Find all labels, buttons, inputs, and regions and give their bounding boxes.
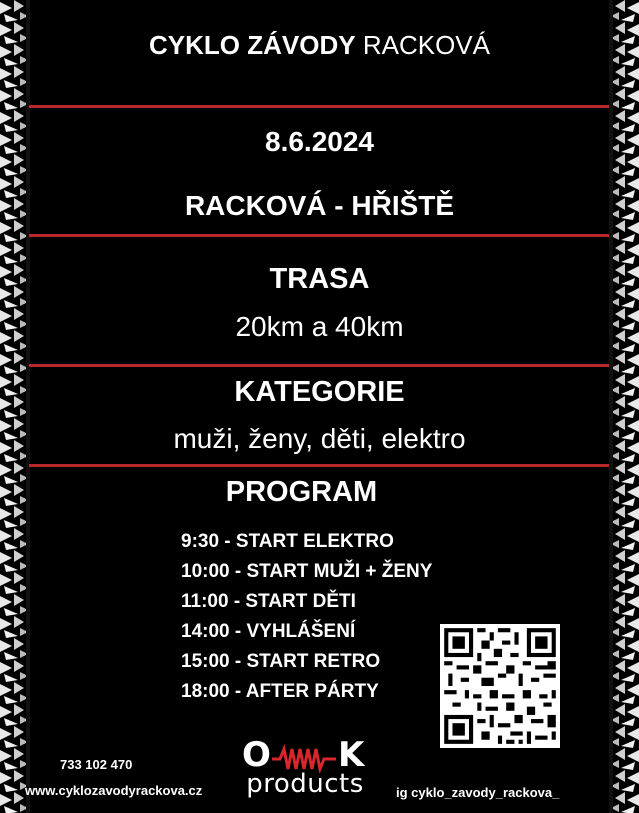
website-link[interactable]: www.cyklozavodyrackova.cz [25,783,203,798]
program-item: 15:00 - START RETRO [181,651,381,672]
title-bold: CYKLO ZÁVODY [149,30,356,60]
event-date: 8.6.2024 [265,126,374,157]
program-item: 9:30 - START ELEKTRO [181,531,394,552]
phone-number[interactable]: 733 102 470 [60,757,133,772]
logo-subtitle: products [246,769,364,799]
divider-1 [29,105,609,108]
divider-2 [29,234,609,237]
event-place: RACKOVÁ - HŘIŠTĚ [184,190,455,221]
qr-code[interactable] [440,624,560,748]
divider-3 [29,364,609,367]
instagram-handle[interactable]: ig cyklo_zavody_rackova_ [396,785,560,800]
poster-title [0,30,639,61]
title-light: RACKOVÁ [362,30,490,60]
program-item: 10:00 - START MUŽI + ŽENY [181,561,433,582]
logo-letter-o: O [242,735,271,775]
program-item: 14:00 - VYHLÁŠENÍ [181,621,356,642]
program-heading: PROGRAM [225,476,378,508]
program-list [181,527,432,707]
categories-heading: KATEGORIE [234,376,405,408]
divider-4 [29,464,609,467]
program-item: 11:00 - START DĚTI [181,591,356,612]
route-heading: TRASA [269,263,370,295]
omk-products-logo [240,737,370,803]
program-item: 18:00 - AFTER PÁRTY [181,681,379,702]
categories-value: muži, ženy, děti, elektro [173,423,466,454]
logo-letter-k: K [338,735,365,775]
route-value: 20km a 40km [235,311,404,342]
